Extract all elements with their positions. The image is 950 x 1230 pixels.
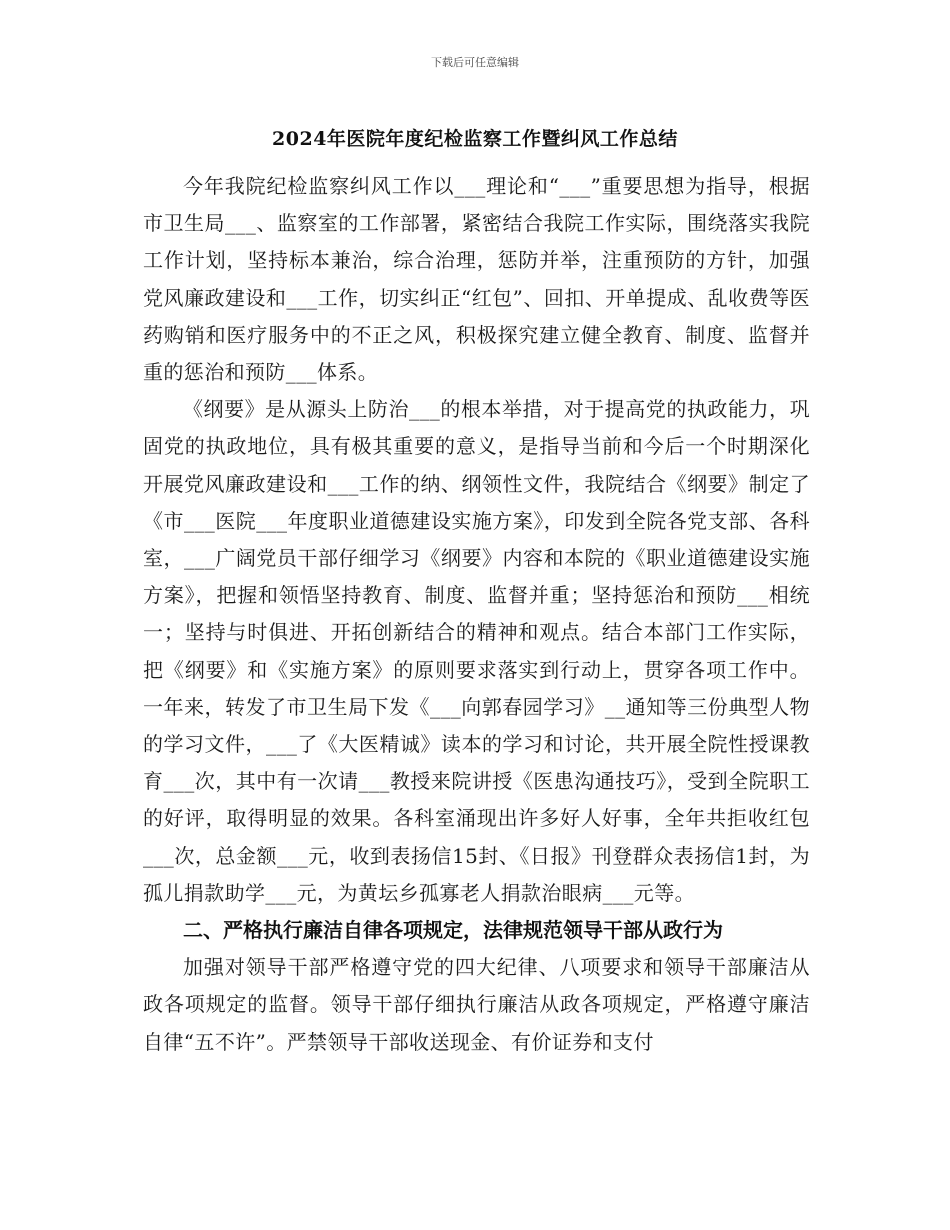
header-note: 下载后可任意编辑 <box>431 56 519 69</box>
paragraph-section-2: 加强对领导干部严格遵守党的四大纪律、八项要求和领导干部廉洁从政各项规定的监督。领导干部仔细执行廉洁从政各项规定，严格遵守廉洁自律“五不许”。严禁领导干部收送现金、有价证券和支付 <box>143 955 810 1054</box>
paragraph-outline: 《纲要》是从源头上防治___的根本举措，对于提高党的执政能力，巩固党的执政地位，具有极其重要的意义，是指导当前和今后一个时期深化开展党风廉政建设和___工作的纳、纲领性文件，我院结合《纲要》制定了《市___医院___年度职业道德建设实施方案》，印发到全院各党支部、各科室，___广阔党员干部仔细学习《纲要》内容和本院的《职业道德建设实施方案》，把握和领悟坚持教育、制度、监督并重；坚持惩治和预防___相统一；坚持与时俱进、开拓创新结合的精神和观点。结合本部门工作实际，把《纲要》和《实施方案》的原则要求落实到行动上，贯穿各项工作中。一年来，转发了市卫生局下发《___向郭春园学习》__通知等三份典型人物的学习文件，___了《大医精诚》读本的学习和讨论，共开展全院性授课教育___次，其中有一次请___教授来院讲授《医患沟通技巧》，受到全院职工的好评，取得明显的效果。各科室涌现出许多好人好事，全年共拒收红包___次，总金额___元，收到表扬信15封、《日报》刊登群众表扬信1封，为孤儿捐款助学___元，为黄坛乡孤寡老人捐款治眼病___元等。 <box>143 397 810 905</box>
section-heading-2: 二、严格执行廉洁自律各项规定，法律规范领导干部从政行为 <box>183 918 723 943</box>
paragraph-intro: 今年我院纪检监察纠风工作以___理论和“___”重要思想为指导，根据市卫生局___、监察室的工作部署，紧密结合我院工作实际，围绕落实我院工作计划，坚持标本兼治，综合治理，惩防并举，注重预防的方针，加强党风廉政建设和___工作，切实纠正“红包”、回扣、开单提成、乱收费等医药购销和医疗服务中的不正之风，积极探究建立健全教育、制度、监督并重的惩治和预防___体系。 <box>143 174 810 385</box>
document-title: 2024年医院年度纪检监察工作暨纠风工作总结 <box>272 128 678 150</box>
document-body <box>143 168 810 1061</box>
